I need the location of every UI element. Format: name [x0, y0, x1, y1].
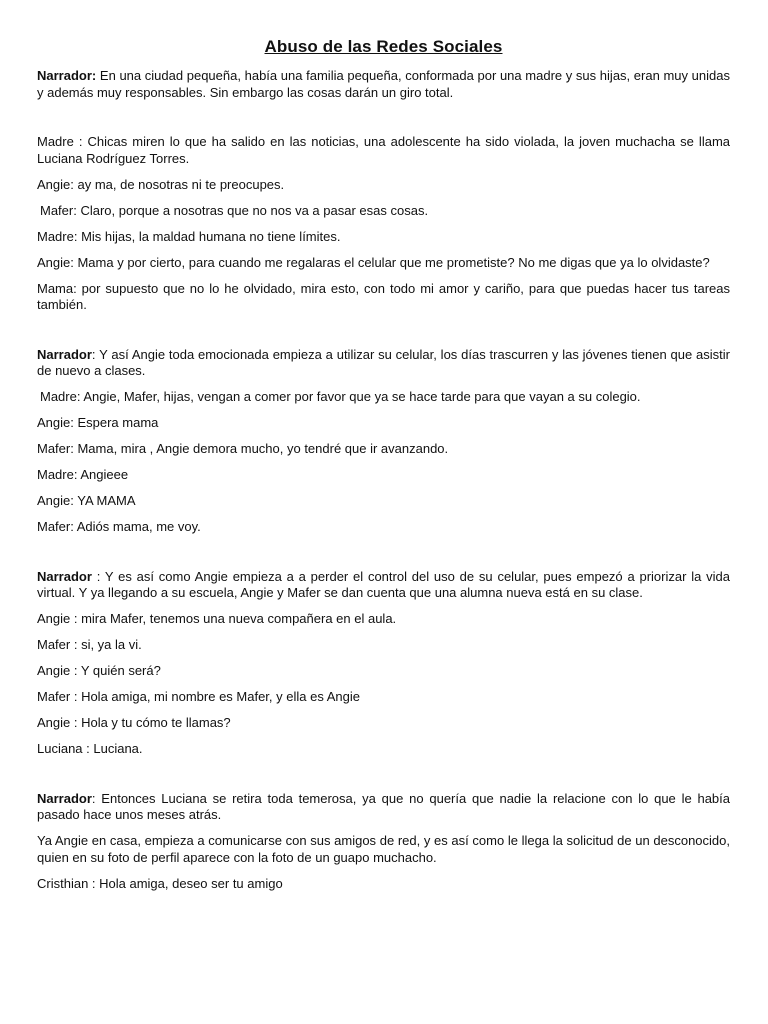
speaker-label: Narrador [37, 346, 92, 362]
dialogue-line [37, 229, 730, 246]
paragraph-text: Angie: ay ma, de nosotras ni te preocupes. [37, 176, 285, 192]
paragraph-text: Mafer: Mama, mira , Angie demora mucho, yo tendré que ir avanzando. [37, 441, 449, 456]
paragraph-text: Angie: Espera mama [37, 415, 159, 430]
paragraph-text: Mafer : si, ya la vi. [37, 637, 142, 652]
dialogue-line [37, 689, 730, 706]
dialogue-line [37, 415, 730, 432]
dialogue-line [37, 741, 730, 758]
paragraph-text: Madre: Angie, Mafer, hijas, vengan a comer por favor que ya se hace tarde para que vayan a su colegio. [40, 389, 641, 404]
paragraph-text: Madre: Mis hijas, la maldad humana no tiene límites. [37, 228, 341, 244]
paragraph-text: Mafer: Claro, porque a nosotras que no nos va a pasar esas cosas. [40, 202, 429, 218]
dialogue-line [37, 203, 730, 220]
speaker-label: Narrador: [37, 68, 97, 83]
document-title: Abuso de las Redes Sociales [264, 37, 503, 56]
paragraph-text: En una ciudad pequeña, había una familia pequeña, conformada por una madre y sus hijas, eran muy unidas y además muy responsables. Sin embargo las cosas darán un giro total. [37, 68, 730, 100]
dialogue-line [37, 493, 730, 510]
paragraph-text: Angie: Mama y por cierto, para cuando me regalaras el celular que me prometiste? No me digas que ya lo olvidaste? [37, 254, 710, 270]
paragraph-text: Luciana : Luciana. [37, 741, 143, 756]
dialogue-line [37, 663, 730, 680]
paragraph-text: Madre : Chicas miren lo que ha salido en las noticias, una adolescente ha sido violada, la joven muchacha se llama Luciana Rodríguez Torres. [37, 134, 730, 166]
paragraph-text: Madre: Angieee [37, 467, 129, 482]
dialogue-line [37, 637, 730, 654]
paragraph-narrator-3 [37, 569, 730, 602]
paragraph-text: Cristhian : Hola amiga, deseo ser tu amigo [37, 875, 283, 891]
dialogue-line [37, 389, 730, 406]
dialogue-line [37, 876, 730, 893]
paragraph-narrator-1 [37, 68, 730, 101]
paragraph-text: : Y así Angie toda emocionada empieza a utilizar su celular, los días trascurren y las jóvenes tienen que asistir de nuevo a clases. [37, 346, 730, 378]
paragraph-text: Ya Angie en casa, empieza a comunicarse con sus amigos de red, y es así como le llega la solicitud de un desconocido, quien en su foto de perfil aparece con la foto de un guapo muchacho. [37, 833, 730, 865]
paragraph-narrator-4 [37, 791, 730, 824]
paragraph-text: Angie : Y quién será? [37, 663, 161, 678]
paragraph-text: Angie : Hola y tu cómo te llamas? [37, 715, 231, 730]
paragraph-text: Mafer: Adiós mama, me voy. [37, 519, 201, 534]
speaker-label: Narrador [37, 568, 92, 584]
document-page [37, 36, 730, 902]
dialogue-line [37, 519, 730, 536]
paragraph-narrator-2 [37, 347, 730, 380]
paragraph-text: : Y es así como Angie empieza a a perder el control del uso de su celular, pues empezó a priorizar la vida virtual. Y ya llegando a su escuela, Angie y Mafer se dan cuenta que una alumna nueva está en su clase. [37, 568, 730, 600]
dialogue-line [37, 611, 730, 628]
dialogue-line [37, 467, 730, 484]
paragraph-text: Mafer : Hola amiga, mi nombre es Mafer, y ella es Angie [37, 689, 360, 704]
dialogue-line [37, 281, 730, 314]
paragraph-text: Angie: YA MAMA [37, 493, 136, 508]
dialogue-line [37, 715, 730, 732]
speaker-label: Narrador [37, 790, 92, 806]
dialogue-line [37, 255, 730, 272]
dialogue-line [37, 441, 730, 458]
paragraph-text: Mama: por supuesto que no lo he olvidado, mira esto, con todo mi amor y cariño, para que puedas hacer tus tareas también. [37, 280, 730, 312]
dialogue-line [37, 134, 730, 167]
body-paragraph [37, 833, 730, 866]
paragraph-text: : Entonces Luciana se retira toda temerosa, ya que no quería que nadie la relacione con lo que le había pasado hace unos meses atrás. [37, 790, 730, 822]
paragraph-text: Angie : mira Mafer, tenemos una nueva compañera en el aula. [37, 611, 397, 626]
dialogue-line [37, 177, 730, 194]
